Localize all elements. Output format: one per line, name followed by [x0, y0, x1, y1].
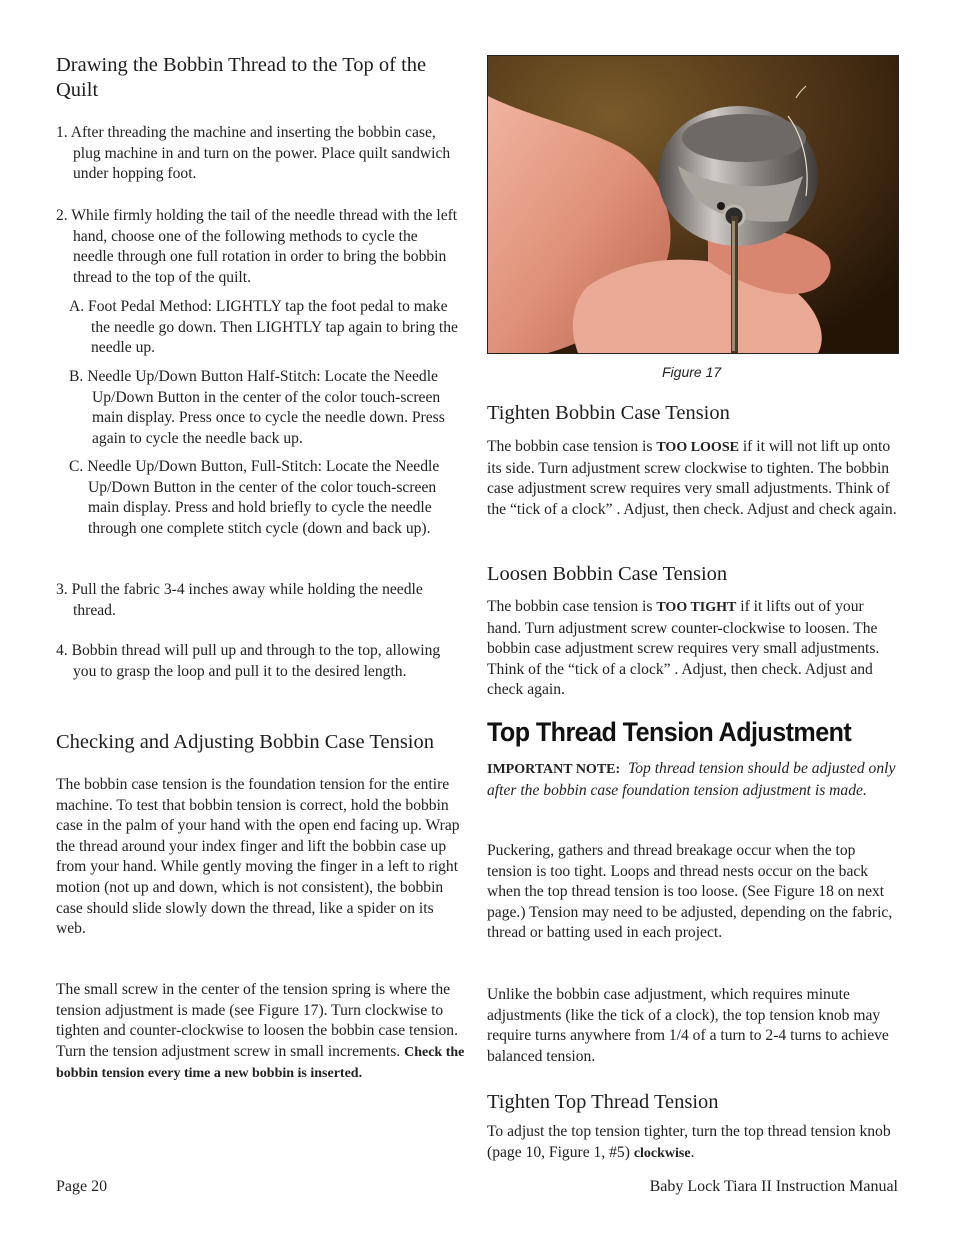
paragraph-tighten-top — [487, 1122, 895, 1164]
step-4-text: 4. Bobbin thread will pull up and through to the top, allowing you to grasp the loop and pull it to the desired length. — [56, 642, 441, 680]
top-pre: To adjust the top tension tighter, turn the top thread tension knob (page 10, Figure 1, #5) — [487, 1123, 891, 1161]
important-note-text: Top thread tension should be adjusted only after the bobbin case foundation tension adjustment is made. — [487, 760, 896, 799]
paragraph-tension-screw — [56, 980, 470, 1085]
step-3-text: 3. Pull the fabric 3-4 inches away while holding the needle thread. — [56, 581, 423, 619]
section-heading-tighten-bobbin: Tighten Bobbin Case Tension — [487, 402, 730, 424]
substep-c-text: C. Needle Up/Down Button, Full-Stitch: Locate the Needle Up/Down Button in the center of the color touch-screen main display. Press and hold briefly to cycle the needle through one complete stitch cycle (down and back up). — [69, 458, 440, 537]
page-number: Page 20 — [56, 1178, 108, 1195]
clockwise-label: clockwise — [633, 1145, 691, 1161]
step-2 — [56, 206, 460, 288]
loosen-post: if it lifts out of your hand. Turn adjustment screw counter-clockwise to loosen. The bobbin case adjustment screw requires very small adjustments. Think of the “tick of a clock” . Adjust, then check. Adjust and check again. — [487, 598, 880, 699]
figure-17-photo — [487, 55, 899, 354]
substep-b — [69, 367, 469, 449]
step-1 — [56, 123, 460, 185]
tighten-post: if it will not lift up onto its side. Turn adjustment screw clockwise to tighten. The bobbin case adjustment screw requires very small adjustments. Think of the “tick of a clock” . Adjust, then check. Adjust and check again. — [487, 438, 897, 518]
step-4 — [56, 641, 456, 682]
tighten-pre: The bobbin case tension is — [487, 438, 657, 455]
step-2-text: 2. While firmly holding the tail of the needle thread with the left hand, choose one of the following methods to cycle the needle through one full rotation in order to bring the bobbin thread to the top of the quilt. — [56, 207, 458, 286]
loosen-pre: The bobbin case tension is — [487, 598, 657, 615]
paragraph-tension-screw-bold: Check the bobbin tension every time a new bobbin is inserted. — [56, 1044, 465, 1082]
important-note — [487, 759, 897, 801]
paragraph-puckering: Puckering, gathers and thread breakage occur when the top tension is too tight. Loops and thread nests occur on the back when the top thread tension is too loose. (See Figure 18 on next page.) Tension may need to be adjusted, depending on the fabric, thread or batting used in each project. — [487, 842, 893, 942]
too-tight-label: TOO TIGHT — [656, 600, 737, 615]
paragraph-tighten-bobbin — [487, 437, 899, 520]
paragraph-unlike-bobbin: Unlike the bobbin case adjustment, which requires minute adjustments (like the tick of a clock), the top tension knob may require turns anywhere from 1/4 of a turn to 2-4 turns to achieve balanced tension. — [487, 986, 889, 1065]
section-heading-drawing-bobbin-thread: Drawing the Bobbin Thread to the Top of the Quilt — [56, 54, 427, 101]
section-heading-checking-bobbin-tension: Checking and Adjusting Bobbin Case Tension — [56, 731, 434, 753]
too-loose-label: TOO LOOSE — [656, 440, 739, 455]
figure-caption: Figure 17 — [662, 364, 722, 380]
step-1-text: 1. After threading the machine and inserting the bobbin case, plug machine in and turn on the power. Place quilt sandwich under hopping foot. — [56, 124, 451, 183]
paragraph-loosen-bobbin — [487, 597, 899, 701]
bobbin-case-photo-illustration — [488, 56, 898, 353]
paragraph-bobbin-tension-test: The bobbin case tension is the foundation tension for the entire machine. To test that bobbin tension is correct, hold the bobbin case in the palm of your hand with the open end facing up. Wrap the thread around your index finger and lift the bobbin case up from your hand. While gently moving the finger in a left to right motion (not up and down, which is not consistent), the bobbin case should slide slowly down the thread, like a spider on its web. — [56, 776, 460, 938]
step-3 — [56, 580, 468, 621]
section-heading-loosen-bobbin: Loosen Bobbin Case Tension — [487, 563, 728, 585]
main-heading-top-thread-tension: Top Thread Tension Adjustment — [487, 717, 852, 747]
substep-c — [69, 457, 461, 539]
section-heading-tighten-top: Tighten Top Thread Tension — [487, 1091, 719, 1113]
substep-a-text: A. Foot Pedal Method: LIGHTLY tap the foot pedal to make the needle go down. Then LIGHTLY tap again to bring the needle up. — [69, 298, 458, 357]
manual-title: Baby Lock Tiara II Instruction Manual — [649, 1178, 898, 1195]
paragraph-tension-screw-text: The small screw in the center of the tension spring is where the tension adjustment is made (see Figure 17). Turn clockwise to tighten and counter-clockwise to loosen the bobbin case tension. Turn the tension adjustment screw in small increments. — [56, 981, 458, 1060]
substep-b-text: B. Needle Up/Down Button Half-Stitch: Locate the Needle Up/Down Button in the center of the color touch-screen main display. Press once to cycle the needle down. Press again to cycle the needle back up. — [69, 368, 445, 447]
top-post: . — [690, 1143, 695, 1161]
substep-a — [69, 297, 461, 359]
important-note-label: IMPORTANT NOTE: — [487, 762, 621, 777]
